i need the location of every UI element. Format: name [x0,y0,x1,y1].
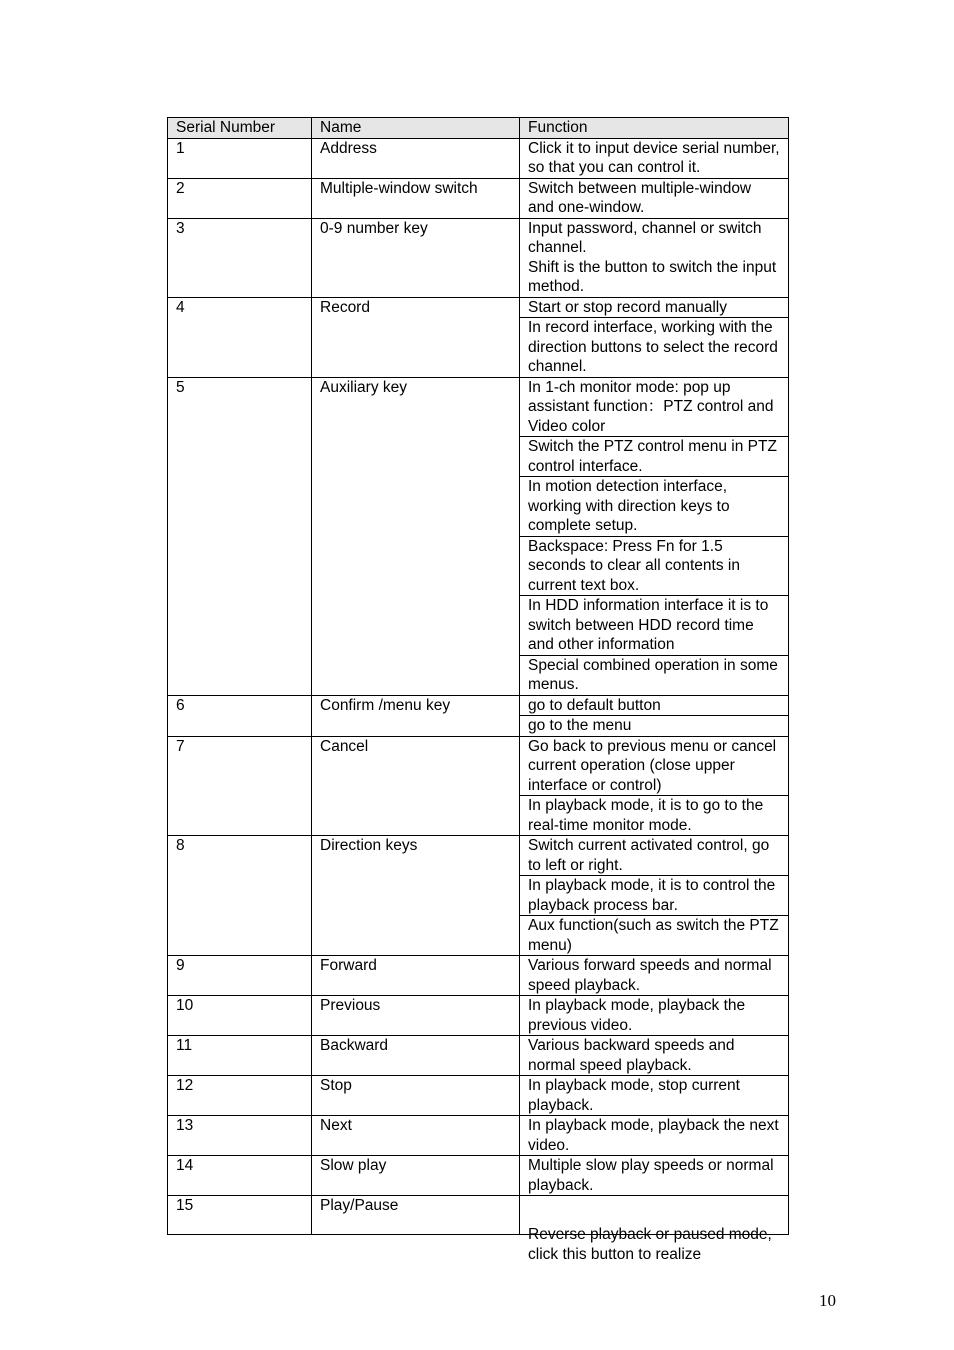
serial-number-cell: 15 [168,1196,312,1235]
header-name: Name [312,118,520,139]
page-number: 10 [819,1291,836,1310]
function-cell: Switch between multiple-window and one-window. [520,178,789,218]
name-cell: Cancel [312,736,520,836]
name-cell: Direction keys [312,836,520,956]
function-cell: Input password, channel or switch channel. Shift is the button to switch the input method. [520,218,789,297]
name-cell: Forward [312,956,520,996]
header-function: Function [520,118,789,139]
table-row [168,297,789,318]
name-cell: 0-9 number key [312,218,520,297]
table-row [168,695,789,716]
function-cell: Go back to previous menu or cancel current operation (close upper interface or control) [520,736,789,796]
function-overflow-text: Reverse playback or paused mode, click this button to realize [528,1226,772,1263]
serial-number-cell: 7 [168,736,312,836]
function-cell: In HDD information interface it is to switch between HDD record time and other information [520,596,789,656]
table-row [168,836,789,876]
function-cell: In playback mode, stop current playback. [520,1076,789,1116]
serial-number-cell: 4 [168,297,312,377]
function-cell: go to the menu [520,716,789,737]
function-cell: In playback mode, playback the next video. [520,1116,789,1156]
function-cell: Backspace: Press Fn for 1.5 seconds to clear all contents in current text box. [520,536,789,596]
header-serial-number: Serial Number [168,118,312,139]
function-cell: Switch the PTZ control menu in PTZ control interface. [520,437,789,477]
name-cell: Backward [312,1036,520,1076]
name-cell: Next [312,1116,520,1156]
table-row [168,956,789,996]
serial-number-cell: 10 [168,996,312,1036]
table-row [168,1116,789,1156]
function-cell: Click it to input device serial number, so that you can control it. [520,138,789,178]
name-cell: Play/Pause [312,1196,520,1235]
serial-number-cell: 3 [168,218,312,297]
table-row [168,1156,789,1196]
table-row [168,1076,789,1116]
function-cell: In playback mode, it is to control the playback process bar. [520,876,789,916]
function-cell: In motion detection interface, working with direction keys to complete setup. [520,477,789,537]
serial-number-cell: 14 [168,1156,312,1196]
function-cell: In record interface, working with the direction buttons to select the record channel. [520,318,789,378]
serial-number-cell: 11 [168,1036,312,1076]
name-cell: Address [312,138,520,178]
name-cell: Slow play [312,1156,520,1196]
table-row [168,178,789,218]
function-cell: Various backward speeds and normal speed playback. [520,1036,789,1076]
table-row [168,138,789,178]
serial-number-cell: 1 [168,138,312,178]
function-cell: Special combined operation in some menus. [520,655,789,695]
table-header-row [168,118,789,139]
table-row [168,377,789,437]
function-cell: Aux function(such as switch the PTZ menu) [520,916,789,956]
serial-number-cell: 6 [168,695,312,736]
table-row [168,218,789,297]
serial-number-cell: 13 [168,1116,312,1156]
name-cell: Multiple-window switch [312,178,520,218]
function-cell: In playback mode, it is to go to the real-time monitor mode. [520,796,789,836]
serial-number-cell: 5 [168,377,312,695]
table-row [168,736,789,796]
name-cell: Record [312,297,520,377]
table-row [168,1036,789,1076]
table-row [168,996,789,1036]
key-function-table [167,117,789,1235]
name-cell: Stop [312,1076,520,1116]
function-cell: go to default button [520,695,789,716]
function-cell: Various forward speeds and normal speed playback. [520,956,789,996]
name-cell: Confirm /menu key [312,695,520,736]
serial-number-cell: 2 [168,178,312,218]
function-cell: In 1-ch monitor mode: pop up assistant function：PTZ control and Video color [520,377,789,437]
serial-number-cell: 8 [168,836,312,956]
function-cell: Multiple slow play speeds or normal playback. [520,1156,789,1196]
name-cell: Auxiliary key [312,377,520,695]
serial-number-cell: 12 [168,1076,312,1116]
function-cell: In playback mode, playback the previous video. [520,996,789,1036]
table-body [168,138,789,1235]
serial-number-cell: 9 [168,956,312,996]
function-cell: Start or stop record manually [520,297,789,318]
name-cell: Previous [312,996,520,1036]
function-cell: Switch current activated control, go to left or right. [520,836,789,876]
